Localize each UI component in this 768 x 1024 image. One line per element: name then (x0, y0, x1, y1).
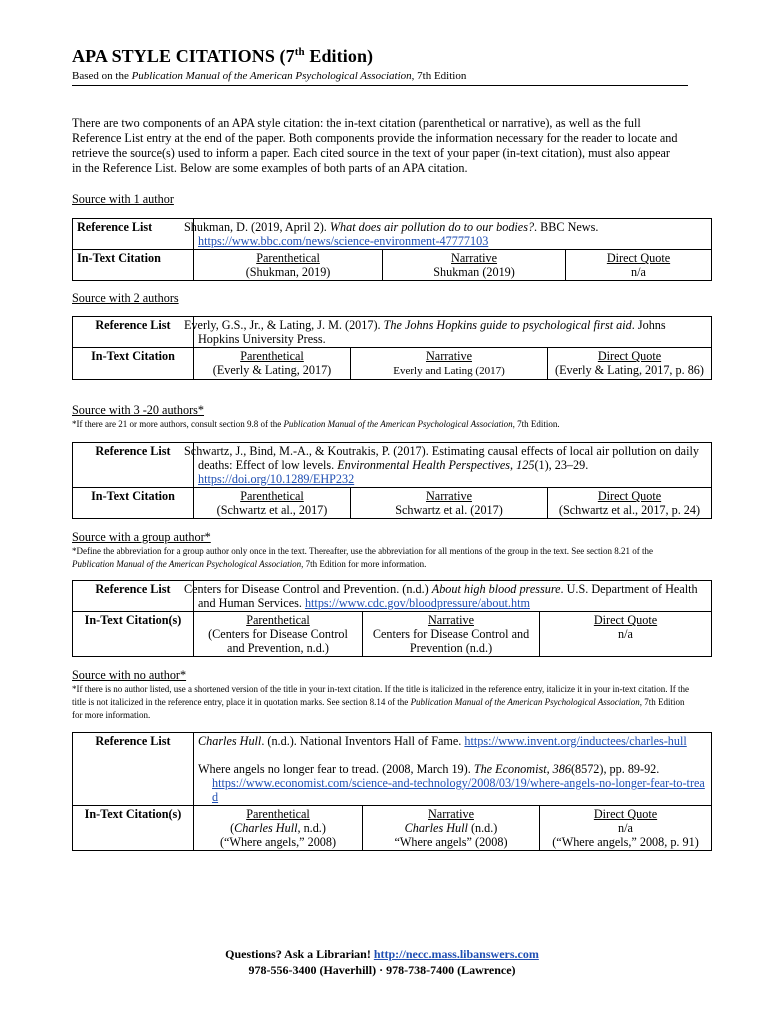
row-label-in-text: In-Text Citation (73, 348, 194, 380)
reference-entry: Schwartz, J., Bind, M.-A., & Koutrakis, P. (2017). Estimating causal effects of local air pollution on daily deaths: Effect of low levels. Environmental Health Perspectives, 125(1), 23–29. https://doi.org/10.1289/EHP232 (194, 443, 712, 488)
row-label-reference: Reference List (73, 443, 194, 488)
parenthetical-cell: Parenthetical (Centers for Disease Control and Prevention, n.d.) (194, 612, 363, 657)
intro-paragraph: There are two components of an APA style citation: the in-text citation (parenthetical or narrative), as well as the full Reference List entry at the end of the paper. Both components provide the information necessary for the reader to locate and retrieve the source(s) used to inform a paper. Each cited source in the text of your paper (in-text citation), must also appear in the Reference List. Below are some examples of both parts of an APA citation. (72, 116, 678, 175)
row-label-in-text: In-Text Citation(s) (73, 612, 194, 657)
section-heading-no-author: Source with no author* (72, 668, 187, 682)
section-heading-group-author: Source with a group author* (72, 530, 211, 544)
page-title: APA STYLE CITATIONS (7th Edition) (72, 46, 374, 66)
reference-link[interactable]: https://www.invent.org/inductees/charles-hull (464, 734, 687, 748)
citation-table-no-author (72, 732, 712, 851)
reference-entry-1: Charles Hull. (n.d.). National Inventors Hall of Fame. https://www.invent.org/inductees/charles-hull (198, 734, 687, 748)
row-label-in-text: In-Text Citation(s) (73, 806, 194, 851)
reference-link[interactable]: https://www.economist.com/science-and-technology/2008/03/19/where-angels-no-longer-fear-to-tread (212, 776, 705, 804)
reference-entry-2: Where angels no longer fear to tread. (2008, March 19). The Economist, 386(8572), pp. 89-92. https://www.economist.com/science-and-technology/2008/03/19/where-angels-no-longer-fear-to-tread (198, 762, 705, 804)
section-heading-three-to-twenty-authors: Source with 3 -20 authors* (72, 403, 205, 417)
reference-entry: Everly, G.S., Jr., & Lating, J. M. (2017). The Johns Hopkins guide to psychological first aid. Johns Hopkins University Press. (194, 317, 712, 348)
row-label-reference: Reference List (73, 581, 194, 612)
direct-quote-cell: Direct Quote (Schwartz et al., 2017, p. 24) (548, 488, 712, 519)
section-note: *If there are 21 or more authors, consult section 9.8 of the Publication Manual of the American Psychological Association, 7th Edition. (72, 419, 560, 429)
footer-link[interactable]: http://necc.mass.libanswers.com (373, 947, 539, 961)
row-label-reference: Reference List (73, 733, 194, 806)
citation-table-one-author (72, 218, 712, 281)
parenthetical-cell: Parenthetical (Charles Hull, n.d.) (“Where angels,” 2008) (194, 806, 363, 851)
reference-entry: Shukman, D. (2019, April 2). What does air pollution do to our bodies?. BBC News. https://www.bbc.com/news/science-environment-47777103 (194, 219, 712, 250)
narrative-cell: Narrative Charles Hull (n.d.) “Where angels” (2008) (363, 806, 540, 851)
narrative-cell: Narrative Everly and Lating (2017) (351, 348, 548, 380)
section-heading-one-author: Source with 1 author (72, 192, 174, 206)
row-label-reference: Reference List (73, 317, 194, 348)
reference-link[interactable]: https://www.bbc.com/news/science-environment-47777103 (198, 234, 489, 248)
footer-line-1: Questions? Ask a Librarian! http://necc.mass.libanswers.com (225, 947, 539, 961)
narrative-cell: Narrative Schwartz et al. (2017) (351, 488, 548, 519)
citation-table-two-authors (72, 316, 712, 380)
reference-entry: Centers for Disease Control and Prevention. (n.d.) About high blood pressure. U.S. Department of Health and Human Services. https://www.cdc.gov/bloodpressure/about.htm (194, 581, 712, 612)
row-label-in-text: In-Text Citation (73, 250, 194, 281)
section-note: *If there is no author listed, use a shortened version of the title in your in-text citation. If the title is italicized in the reference entry, italicize it in your in-text citation. If the title is not italicized in the reference entry, place it in quotation marks. See section 8.14 of the Publication Manual of the American Psychological Association, 7th Edition for more information. (72, 684, 689, 720)
row-label-reference: Reference List (73, 219, 194, 250)
parenthetical-cell: Parenthetical (Everly & Lating, 2017) (194, 348, 351, 380)
direct-quote-cell: Direct Quote (Everly & Lating, 2017, p. 86) (548, 348, 712, 380)
direct-quote-cell: Direct Quote n/a (565, 250, 711, 281)
page-footer (72, 946, 692, 978)
row-label-in-text: In-Text Citation (73, 488, 194, 519)
narrative-cell: Narrative Centers for Disease Control and Prevention (n.d.) (363, 612, 540, 657)
reference-link[interactable]: https://doi.org/10.1289/EHP232 (198, 472, 355, 486)
direct-quote-cell: Direct Quote n/a (“Where angels,” 2008, p. 91) (540, 806, 712, 851)
page-subtitle: Based on the Publication Manual of the American Psychological Association, 7th Edition (72, 70, 688, 86)
section-heading-two-authors: Source with 2 authors (72, 291, 179, 305)
parenthetical-cell: Parenthetical (Schwartz et al., 2017) (194, 488, 351, 519)
section-note: *Define the abbreviation for a group author only once in the text. Thereafter, use the abbreviation for all mentions of the group in the text. See section 8.21 of the Publication Manual of the American Psychological Association, 7th Edition for more information. (72, 546, 654, 569)
footer-line-2: 978-556-3400 (Haverhill) · 978-738-7400 (Lawrence) (248, 963, 516, 977)
citation-table-group-author (72, 580, 712, 657)
citation-table-three-to-twenty-authors (72, 442, 712, 519)
reference-entries (194, 733, 712, 806)
reference-link[interactable]: https://www.cdc.gov/bloodpressure/about.htm (304, 596, 530, 610)
parenthetical-cell: Parenthetical (Shukman, 2019) (194, 250, 383, 281)
direct-quote-cell: Direct Quote n/a (540, 612, 712, 657)
narrative-cell: Narrative Shukman (2019) (383, 250, 566, 281)
